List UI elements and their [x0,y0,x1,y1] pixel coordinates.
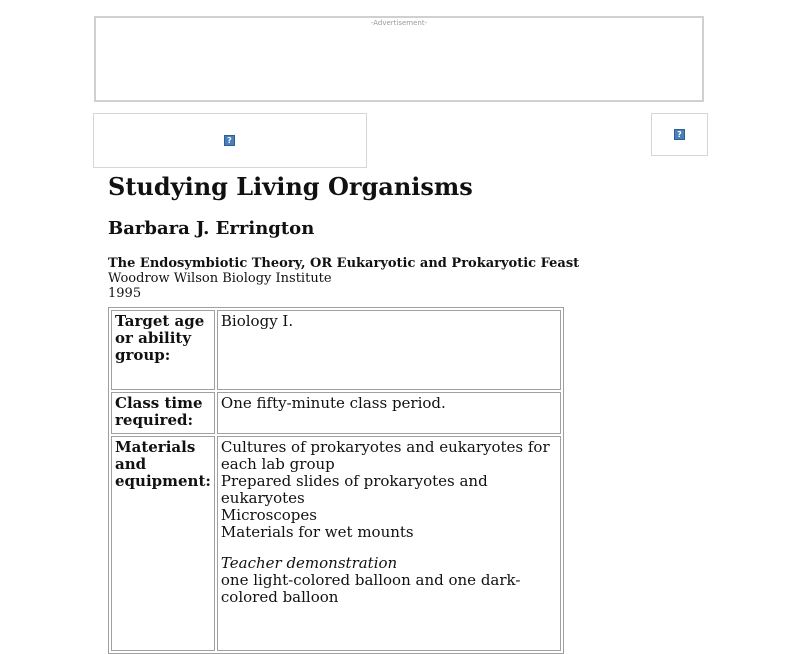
advertisement-banner[interactable] [94,16,704,102]
advertisement-label: -Advertisement- [370,19,428,27]
material-item: Prepared slides of prokaryotes and eukaryotes [220,472,488,507]
ad-box-right[interactable] [651,113,708,156]
material-item: Microscopes [220,506,317,524]
broken-image-icon: ? [674,129,685,140]
table-row [111,392,561,434]
demo-item-cut [221,606,557,646]
ad-box-left[interactable] [93,113,367,168]
material-item: Cultures of prokaryotes and eukaryotes for each lab group [220,438,550,473]
row-label: Materials and equipment: [111,436,215,651]
institute-name: Woodrow Wilson Biology Institute [108,271,332,286]
row-label: Class time required: [111,392,215,434]
row-value [217,436,561,651]
table-row [111,310,561,390]
demo-item: one light-colored balloon and one dark- colored balloon [220,571,521,606]
lesson-year: 1995 [108,286,142,301]
row-label: Target age or ability group: [111,310,215,390]
page-title: Studying Living Organisms [108,172,473,201]
table-row [111,436,561,651]
material-item: Materials for wet mounts [220,523,414,541]
row-value: Biology I. [217,310,561,390]
spacer [221,541,557,555]
row-value: One fifty-minute class period. [217,392,561,434]
lesson-info-table [108,307,564,654]
author-name: Barbara J. Errington [108,218,315,239]
lesson-title: The Endosymbiotic Theory, OR Eukaryotic and Prokaryotic Feast [108,256,580,271]
broken-image-icon: ? [224,135,235,146]
main-content [108,170,668,654]
demo-heading: Teacher demonstration [220,554,398,572]
